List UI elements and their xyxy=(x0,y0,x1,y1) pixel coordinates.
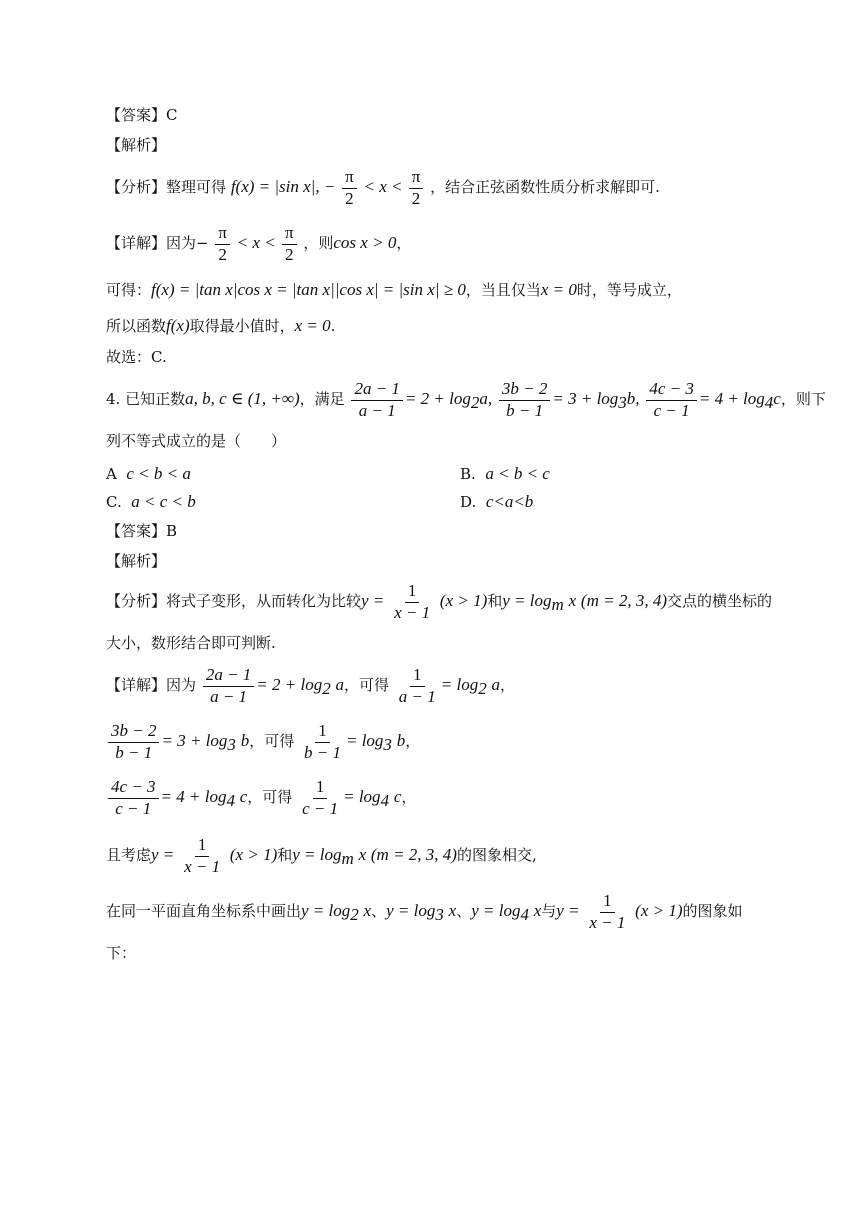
xj2-tail: ， xyxy=(500,676,516,695)
eqc-rhs: = 4 + log xyxy=(160,787,227,807)
kaolv-line xyxy=(106,836,537,876)
frac-pi-2-d: $\frac{\pi}{2}$ xyxy=(282,224,297,264)
huachu-line xyxy=(106,892,743,932)
option-b-text: a < b < c xyxy=(485,464,550,483)
suoyi-line xyxy=(106,316,335,336)
q4-rhs-b: = 3 + log xyxy=(552,389,619,409)
kaolv-mcond: (m = 2, 3, 4) xyxy=(370,845,457,865)
kede-math: f(x) = |tan x|cos x = |tan x||cos x| = |sin x| ≥ 0 xyxy=(151,280,466,299)
huachu-s2: 2 xyxy=(350,905,359,925)
eqb-frac2: $\frac{1}{b - 1}$ xyxy=(303,721,341,762)
xiangjie-post: ，则 xyxy=(303,234,334,253)
huachu-post: 的图象如 xyxy=(682,902,743,921)
eqb-rhs: = 3 + log xyxy=(161,731,228,751)
answer-label-1: 【答案】C xyxy=(106,106,178,124)
fenxi2-logx: x xyxy=(568,591,577,611)
q4-vars: a, b, c ∈ (1, +∞) xyxy=(185,389,300,409)
xiangjie-line-1 xyxy=(106,224,411,264)
huachu-l2: y = log xyxy=(301,901,351,921)
fenxi-line-2 xyxy=(106,582,772,622)
huachu-pre: 在同一平面直角坐标系中画出 xyxy=(106,902,302,921)
suoyi-mid: 取得最小值时， xyxy=(189,317,295,335)
eqc-frac2: $\frac{1}{c - 1}$ xyxy=(302,777,339,818)
fenxi2-he: 和 xyxy=(487,592,503,611)
huachu-s4: 4 xyxy=(520,905,529,925)
eqc-end: c xyxy=(239,787,248,807)
q4-rhs-c: = 4 + log xyxy=(698,389,765,409)
huachu-d2: 、 xyxy=(456,902,472,921)
option-d[interactable] xyxy=(460,492,533,512)
kaolv-y: y = xyxy=(151,845,175,865)
kaolv-post: 的图象相交, xyxy=(456,846,537,865)
eqc-ke: ，可得 xyxy=(247,788,293,807)
q4-end-c: c xyxy=(773,389,781,409)
xiangjie-tail: ， xyxy=(396,234,412,253)
option-a-label: A xyxy=(106,465,117,483)
frac-pi-2-c: $\frac{\pi}{2}$ xyxy=(215,224,230,264)
huachu-cond: (x > 1) xyxy=(635,901,683,921)
q4-mid: ，满足 xyxy=(299,390,345,409)
q4-frac-a: $\frac{2a - 1}{a - 1}$ xyxy=(351,380,402,420)
fenxi-line-2b: 大小，数形结合即可判断. xyxy=(106,634,276,652)
fenxi-pre: 整理可得 xyxy=(166,178,227,197)
eq-c-line xyxy=(106,778,416,818)
eqc-tail: ， xyxy=(401,788,417,807)
fenxi2-y: y = xyxy=(361,591,385,611)
suoyi-pre: 所以函数 xyxy=(106,317,167,335)
xj2-rhs2: = log xyxy=(440,675,479,695)
huachu-yu: 与 xyxy=(541,902,557,921)
fenxi2-cond: (x > 1) xyxy=(439,591,488,611)
option-d-label: D. xyxy=(460,493,477,511)
q4-post: ，则下 xyxy=(780,390,826,409)
eqc-frac: $\frac{4c - 3}{c - 1}$ xyxy=(108,778,159,818)
huachu-frac: $\frac{1}{x - 1}$ xyxy=(589,891,626,932)
analysis-label-1: 【解析】 xyxy=(106,136,167,154)
suoyi-x0: x = 0 xyxy=(294,316,331,335)
fenxi-math-main: f(x) = |sin x|, − xyxy=(230,177,336,197)
option-a[interactable] xyxy=(106,464,191,484)
q4-rhs-a: = 2 + log xyxy=(404,389,471,409)
eqc-sub2: 4 xyxy=(380,791,390,811)
option-b-label: B. xyxy=(460,465,476,483)
q4-sub-b: 3 xyxy=(618,393,627,413)
guxuan-1: 故选：C. xyxy=(106,348,167,366)
huachu-y: y = xyxy=(556,901,580,921)
q4-sub-a: 2 xyxy=(470,393,480,413)
kede-mid: ，当且仅当 xyxy=(465,281,541,299)
kaolv-log: y = log xyxy=(292,845,342,865)
option-c-text: a < c < b xyxy=(131,492,196,511)
kede-post: 时，等号成立， xyxy=(576,281,682,299)
eq-b-line xyxy=(106,722,420,762)
huachu-s3: 3 xyxy=(435,905,444,925)
xiangjie-line-2 xyxy=(106,666,515,706)
eqb-frac: $\frac{3b - 2}{b - 1}$ xyxy=(108,722,159,762)
question-4-line-2: 列不等式成立的是（ ） xyxy=(106,432,287,450)
eqb-sub: 3 xyxy=(227,735,236,755)
xiangjie-pre: 因为− xyxy=(166,234,209,253)
eqc-sub: 4 xyxy=(226,791,235,811)
xj2-pre: 因为 xyxy=(166,676,197,695)
kaolv-sub: m xyxy=(341,849,354,869)
xj2-frac2: $\frac{1}{a - 1}$ xyxy=(398,665,436,706)
fenxi-tag: 【分析】 xyxy=(106,178,167,197)
fenxi2-mcond: (m = 2, 3, 4) xyxy=(580,591,667,611)
q4-end-a: a, xyxy=(479,389,493,409)
q4-frac-c: $\frac{4c - 3}{c - 1}$ xyxy=(646,380,697,420)
fenxi-post: ，结合正弦函数性质分析求解即可. xyxy=(430,178,660,197)
huachu-d1: 、 xyxy=(371,902,387,921)
q4-frac-b: $\frac{3b - 2}{b - 1}$ xyxy=(499,380,550,420)
kaolv-cond: (x > 1) xyxy=(229,845,278,865)
q4-pre: 已知正数 xyxy=(125,390,186,409)
xj2-frac: $\frac{2a - 1}{a - 1}$ xyxy=(203,666,254,706)
kede-line xyxy=(106,280,682,300)
eqb-sub2: 3 xyxy=(383,735,392,755)
fenxi-line-1 xyxy=(106,168,660,208)
option-a-text: c < b < a xyxy=(126,464,191,483)
fenxi-mid: < x < xyxy=(363,177,407,197)
fenxi2-log: y = log xyxy=(502,591,552,611)
fenxi2-sub: m xyxy=(551,595,564,615)
xiangjie-tag: 【详解】 xyxy=(106,234,167,253)
huachu-x4: x xyxy=(533,901,542,921)
suoyi-fx: f(x) xyxy=(166,316,190,335)
fenxi2-tag: 【分析】 xyxy=(106,592,167,611)
kaolv-logx: x xyxy=(358,845,367,865)
xj2-rhs: = 2 + log xyxy=(256,675,323,695)
xj2-sub2: 2 xyxy=(478,679,487,699)
fenxi2-pre: 将式子变形，从而转化为比较 xyxy=(166,592,362,611)
cos-positive: cos x > 0 xyxy=(333,233,397,253)
fenxi2-post: 交点的横坐标的 xyxy=(666,592,772,611)
huachu-l3: y = log xyxy=(386,901,436,921)
kaolv-frac: $\frac{1}{x - 1}$ xyxy=(184,835,221,876)
q4-num: 4. xyxy=(106,390,121,409)
option-d-text: c<a<b xyxy=(485,492,534,511)
huachu-line-2: 下： xyxy=(106,944,137,962)
frac-pi-2-a: $\frac{\pi}{2}$ xyxy=(342,168,357,208)
huachu-x3: x xyxy=(448,901,457,921)
kede-x0: x = 0 xyxy=(540,280,577,299)
option-c[interactable] xyxy=(106,492,196,512)
kede-pre: 可得： xyxy=(106,281,152,299)
analysis-label-2: 【解析】 xyxy=(106,552,167,570)
option-c-label: C. xyxy=(106,493,122,511)
xiangjie-mid: < x < xyxy=(236,233,280,253)
frac-pi-2-b: $\frac{\pi}{2}$ xyxy=(409,168,424,208)
question-4-line-1 xyxy=(106,380,826,420)
kaolv-pre: 且考虑 xyxy=(106,846,152,865)
xj2-tag: 【详解】 xyxy=(106,676,167,695)
fenxi2-frac: $\frac{1}{x - 1}$ xyxy=(394,581,431,622)
option-b[interactable] xyxy=(460,464,550,484)
answer-label-2: 【答案】B xyxy=(106,522,178,540)
xj2-ke: ，可得 xyxy=(344,676,390,695)
huachu-x2: x xyxy=(363,901,372,921)
huachu-l4: y = log xyxy=(471,901,521,921)
eqb-ke: ，可得 xyxy=(249,732,295,751)
eqb-end2: b xyxy=(396,731,406,751)
xj2-end2: a xyxy=(491,675,501,695)
q4-end-b: b, xyxy=(626,389,640,409)
suoyi-post: . xyxy=(330,317,336,335)
eqc-rhs2: = log xyxy=(343,787,381,807)
kaolv-he: 和 xyxy=(277,846,293,865)
eqb-tail: ， xyxy=(405,732,421,751)
eqc-end2: c xyxy=(393,787,402,807)
q4-sub-c: 4 xyxy=(764,393,774,413)
xj2-sub: 2 xyxy=(322,679,331,699)
eqb-rhs2: = log xyxy=(345,731,384,751)
eqb-end: b xyxy=(240,731,250,751)
xj2-end: a xyxy=(335,675,344,695)
